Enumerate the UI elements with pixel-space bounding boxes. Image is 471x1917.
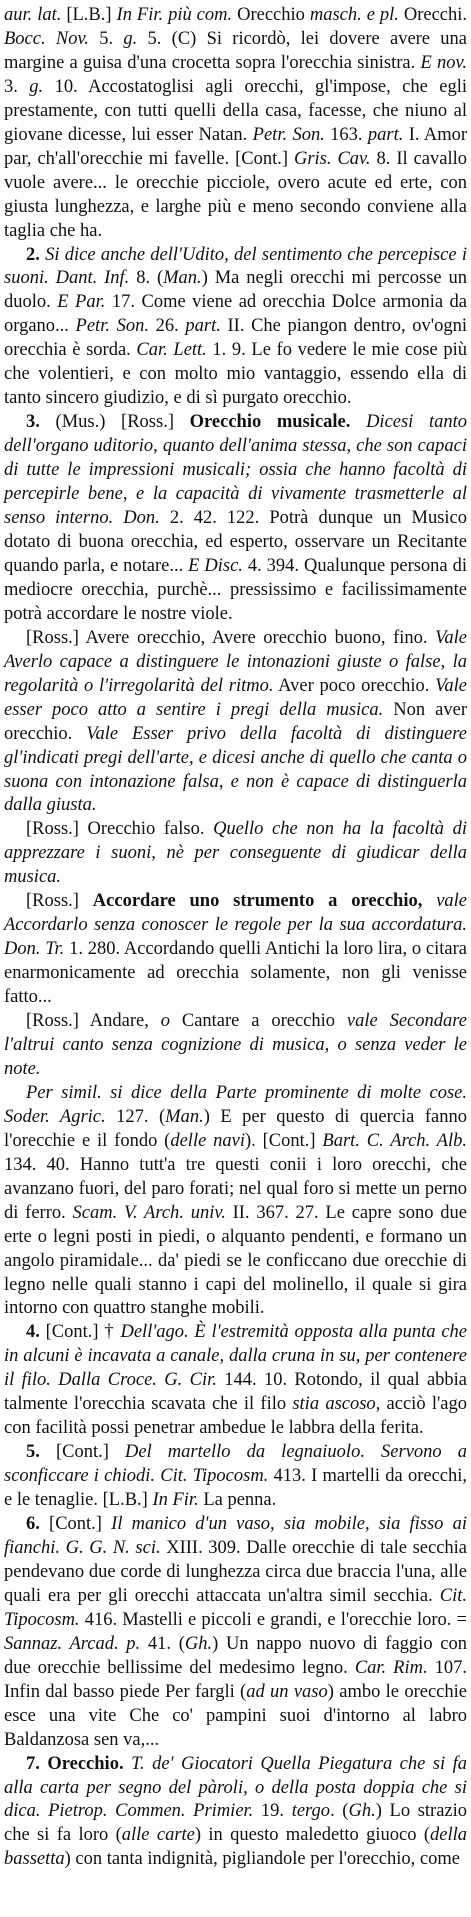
text-run: . (: [330, 1801, 349, 1822]
dictionary-paragraph: [4, 4, 467, 244]
text-run: 134. 40. Hanno tutt'a tre questi conii i loro orecchi, che avanzano fuori, del paro forati; nel qual foro si mette un perno di ferro.: [4, 1154, 467, 1223]
text-run: 144. 10. Rotondo, il qual abbia talmente l'orecchia scavata che il filo: [4, 1370, 468, 1415]
text-run: 8. (: [129, 268, 164, 289]
italic-run: Sannaz. Arcad. p.: [4, 1633, 141, 1654]
text-run: II. 367. 27. Le capre sono due erte o legni posti in piedi, o alquanto pendenti, e formano un angolo piramidale... da' piedi se le conficcano due orecchie di legno nelle quali stanno i capi del molinello, il quale si gira intorno con quattro stanghe mobili.: [4, 1202, 468, 1319]
italic-run: o: [160, 1011, 170, 1032]
italic-run: Vale Esser privo della facoltà di distinguere gl'indicati pregi dell'arte, e dicesi anche di quello che canta o suona con intonazione falsa, e non è capace di distinguerla dalla giusta.: [4, 723, 467, 816]
text-run: 3.: [4, 76, 30, 97]
text-run: [113, 508, 123, 528]
italic-run: Car. Rim.: [354, 1657, 428, 1678]
text-run: ) con tanta indignità, pigliandole per l'orecchio, come: [64, 1849, 460, 1870]
italic-run: Del martello da legnaiuolo. Servono a sconficcare i chiodi.: [4, 1442, 467, 1487]
italic-run: Gh.: [348, 1801, 376, 1822]
italic-run: Cit. Tipocosm.: [4, 1585, 467, 1630]
italic-run: Man.: [163, 268, 202, 289]
dictionary-paragraph: [4, 1082, 467, 1322]
italic-run: Si dice anche dell'Udito, del sentimento che percepisce i suoni.: [4, 244, 468, 289]
italic-run: Gris. Cav.: [293, 148, 371, 169]
text-run: 10. Accostatoglisi agli orecchi, gl'impose, che egli prestamente, con tutti quelli della casa, facesse, che niuno al giovane dicesse, lui esser Natan.: [4, 76, 468, 145]
text-run: ) in questo maledetto giuoco (: [194, 1825, 430, 1846]
bold-run: Orecchio musicale.: [189, 412, 351, 433]
italic-run: alle carte: [121, 1825, 195, 1846]
text-run: 163.: [324, 124, 368, 145]
text-run: [40, 1801, 48, 1821]
italic-run: Pietrop. Commen. Primier.: [48, 1801, 254, 1822]
italic-run: E Disc.: [188, 555, 243, 576]
bold-run: 4.: [26, 1322, 40, 1343]
text-run: Non aver orecchio.: [4, 699, 467, 744]
italic-run: g.: [123, 28, 138, 49]
text-run: [Cont.]: [39, 1442, 125, 1463]
text-run: 107. Infin dal basso piede Per fargli (: [4, 1657, 468, 1702]
italic-run: delle navi: [170, 1130, 245, 1151]
text-run: ) Lo strazio che si fa loro (: [4, 1801, 468, 1846]
italic-run: Bocc. Nov.: [4, 28, 89, 49]
italic-run: Soder. Agric.: [4, 1106, 106, 1127]
italic-run: Petr. Son.: [252, 124, 325, 145]
italic-run: Vale Averlo capace a distinguere le intonazioni giuste o false, la regolarità o l'irregolarità del ritmo.: [4, 627, 467, 696]
text-run: 4. 394. Qualunque persona di mediocre orecchia, purchè... pressissimo e facilissimamente potrà accordare le nostre viole.: [4, 555, 467, 624]
text-run: 416. Mastelli e piccoli e grandi, e l'orecchie loro. =: [79, 1609, 467, 1630]
bold-run: 3.: [26, 412, 40, 433]
italic-run: Per simil. si dice della Parte prominente di molte cose.: [26, 1082, 467, 1103]
text-run: ) E per questo di quercia fanno l'orecchie e il fondo (: [4, 1106, 467, 1151]
text-run: 127. (: [105, 1106, 166, 1127]
text-run: 5. (C) Si ricordò, lei dovere avere una margine a guisa d'una crocetta sopra l'orecchia sinistra.: [4, 28, 468, 73]
dictionary-paragraph: [4, 411, 467, 627]
italic-run: tergo: [291, 1801, 331, 1822]
italic-run: Quello che non ha la facoltà di apprezzare i suoni, nè per conseguente di giudicar della musica.: [4, 819, 467, 888]
dictionary-paragraph: [4, 627, 467, 819]
text-run: , acciò l'ago con facilità possi penetrar ambedue le labbra della ferita.: [4, 1394, 468, 1439]
text-run: I. Amor par, ch'all'orecchie mi favelle. [Cont.]: [4, 124, 467, 169]
italic-run: Dicesi tanto dell'organo uditorio, quanto dell'anima stessa, che son capaci di tutte le impressioni musicali; ossia che hanno facoltà di percepirle bene, e la capacità di vivamente trasmetterle al senso interno.: [4, 412, 468, 529]
text-run: [Ross.]: [26, 891, 93, 912]
bold-run: Orecchio.: [47, 1753, 124, 1774]
text-run: [Ross.] Andare,: [26, 1011, 161, 1032]
italic-run: E nov.: [420, 52, 467, 73]
italic-run: della bassetta: [4, 1825, 467, 1870]
text-run: ) Un nappo nuovo di faggio con due orecchie bellissime del medesimo legno.: [4, 1633, 467, 1678]
italic-run: part.: [185, 316, 221, 337]
text-run: 8. Il cavallo vuole avere... le orecchie picciole, overo acute ed erte, con giusta lunghezza, e larghe più e meno secondo conviene alla taglia che ha.: [4, 148, 468, 241]
dictionary-paragraph: [4, 1321, 467, 1441]
dictionary-paragraph: [4, 244, 467, 412]
text-run: [Ross.] Orecchio falso.: [26, 819, 214, 840]
italic-run: vale Accordarlo senza conoscer le regole per la sua accordatura.: [4, 891, 467, 936]
italic-run: masch. e pl.: [309, 5, 399, 25]
dictionary-paragraph: [4, 890, 467, 1010]
text-run: 1. 280. Accordando quelli Antichi la loro lira, o citara enarmonicamente ad orecchia solamente, non gli venisse fatto...: [4, 939, 467, 1008]
text-run: II. Che piangon dentro, ov'ogni orecchia è sorda.: [4, 316, 467, 361]
italic-run: Cit. Tipocosm.: [160, 1466, 269, 1487]
text-run: [L.B.]: [61, 5, 117, 25]
text-run: Orecchi.: [398, 5, 468, 25]
text-run: [350, 412, 366, 432]
text-run: [Cont.]: [39, 1514, 112, 1535]
italic-run: Don.: [123, 508, 160, 529]
dictionary-paragraph: [4, 1010, 467, 1082]
text-run: 1. 9. Le fo vedere le mie cose più che volentieri, e con molto mio vantaggio, essendo ella di tanto sincero giudizio, e di sì purgato orecchio.: [4, 340, 467, 409]
bold-run: Accordare uno strumento a orecchio,: [92, 891, 423, 912]
italic-run: part.: [367, 124, 404, 145]
text-run: [422, 891, 436, 911]
italic-run: Vale esser poco atto a sentire i pregi della musica.: [4, 675, 467, 720]
text-run: [Ross.] Avere orecchio, Avere orecchio buono, fino.: [26, 627, 436, 648]
text-run: 5.: [88, 28, 124, 49]
text-run: Aver poco orecchio.: [273, 675, 436, 696]
text-run: 26.: [148, 316, 186, 337]
dictionary-paragraph: [4, 1513, 467, 1753]
text-run: 41. (: [140, 1633, 185, 1654]
dictionary-paragraph: [4, 1753, 467, 1873]
text-run: [49, 268, 56, 288]
text-run: [124, 1754, 131, 1774]
italic-run: G. G. N. sci.: [65, 1538, 161, 1558]
italic-run: Dant. Inf.: [55, 268, 130, 289]
italic-run: E Par.: [57, 292, 106, 313]
italic-run: Don. Tr.: [4, 939, 65, 960]
italic-run: Dell'ago. È l'estremità opposta alla punta che in alcuni è incavata a canale, dalla cruna in su, per contenere il filo.: [4, 1322, 467, 1391]
text-run: 413. I martelli da orecchi, e le tenaglie. [L.B.]: [4, 1466, 468, 1511]
italic-run: aur. lat.: [4, 5, 62, 25]
dictionary-paragraph: [4, 818, 467, 890]
italic-run: Gh.: [184, 1633, 213, 1654]
text-run: ) ambo le orecchie esce una vite Che co' pampini suoi d'intorno al labro Baldanzosa sen va,...: [4, 1681, 467, 1750]
italic-run: Man.: [165, 1106, 204, 1127]
text-run: 19.: [253, 1801, 292, 1822]
text-run: [Cont.] †: [39, 1322, 121, 1343]
italic-run: Car. Lett.: [136, 340, 207, 361]
italic-run: Scam. V. Arch. univ.: [72, 1202, 226, 1223]
text-run: XIII. 309. Dalle orecchie di tale secchia pendevano due corde di lunghezza circa due braccia l'una, alle quali era per gli orecchi attaccata un'altra simil secchia.: [4, 1538, 468, 1606]
italic-run: ad un vaso: [246, 1681, 328, 1702]
text-run: Orecchio: [232, 5, 310, 25]
bold-run: 7.: [26, 1753, 40, 1774]
italic-run: Petr. Son.: [75, 316, 149, 337]
text-run: Cantare a orecchio: [169, 1011, 347, 1032]
text-run: ). [Cont.]: [245, 1130, 323, 1151]
italic-run: Dalla Croce. G. Cir.: [58, 1370, 217, 1391]
text-run: La penna.: [198, 1490, 277, 1511]
italic-run: stia ascoso: [292, 1394, 376, 1415]
italic-run: g.: [29, 76, 44, 97]
italic-run: vale Secondare l'altrui canto senza cognizione di musica, o senza veder le note.: [4, 1011, 467, 1079]
text-run: ) Ma negli orecchi mi percosse un duolo.: [4, 268, 467, 313]
bold-run: 6.: [26, 1514, 40, 1535]
italic-run: In Fir. più com.: [116, 5, 233, 25]
italic-run: Bart. C. Arch. Alb.: [322, 1130, 467, 1151]
dictionary-paragraph: [4, 1441, 467, 1513]
bold-run: 2.: [26, 244, 40, 265]
italic-run: Il manico d'un vaso, sia mobile, sia fisso ai fianchi.: [4, 1514, 467, 1558]
text-run: 2. 42. 122. Potrà dunque un Musico dotato di buona orecchia, ed esperto, osservare un Recitante quando parla, e notare...: [4, 508, 467, 576]
bold-run: 5.: [26, 1442, 40, 1463]
italic-run: T. de' Giocatori Quella Piegatura che si fa alla carta per segno del pàroli, o della posta doppia che si dica.: [4, 1753, 468, 1822]
text-run: (Mus.) [Ross.]: [39, 412, 190, 433]
text-run: 17. Come viene ad orecchia Dolce armonia da organo...: [4, 292, 468, 337]
italic-run: In Fir.: [152, 1490, 199, 1511]
